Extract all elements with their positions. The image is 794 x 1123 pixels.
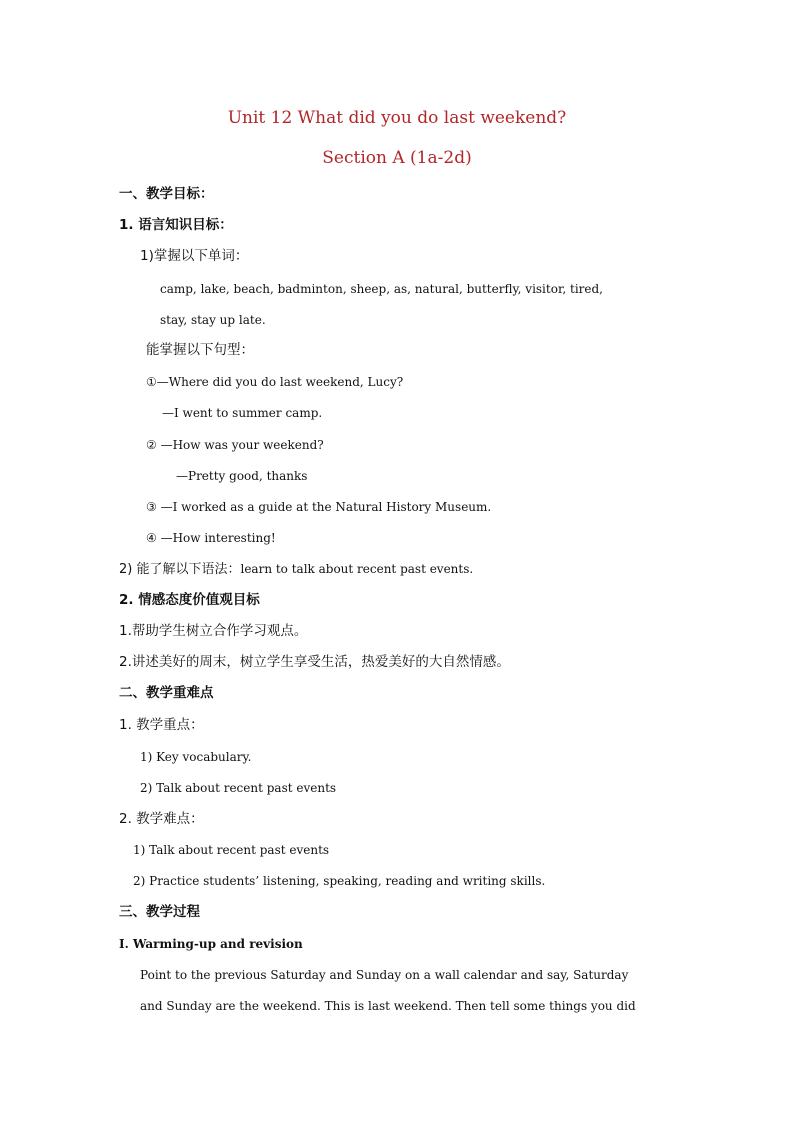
step1-line-2: and Sunday are the weekend. This is last weekend. Then tell some things you did (140, 999, 636, 1013)
section3-heading: 三、教学过程 (119, 904, 200, 920)
sentence-3: ③ —I worked as a guide at the Natural History Museum. (146, 500, 492, 514)
grammar-prefix: 2) 能了解以下语法： (119, 562, 241, 577)
section1-heading: 一、教学目标： (119, 186, 214, 202)
difficult-point-2: 2) Practice students’ listening, speaking, reading and writing skills. (133, 874, 546, 888)
key-points-heading: 1. 教学重点： (119, 717, 204, 733)
goal2-item-1: 1.帮助学生树立合作学习观点。 (119, 623, 308, 639)
sentence-4: ④ —How interesting! (146, 531, 276, 545)
words-line-1: camp, lake, beach, badminton, sheep, as, natural, butterfly, visitor, tired, (160, 282, 603, 296)
sentence-2-question: ② —How was your weekend? (146, 438, 324, 452)
step1-line-1: Point to the previous Saturday and Sunday on a wall calendar and say, Saturday (140, 968, 629, 982)
grammar-text: learn to talk about recent past events. (240, 562, 474, 576)
grammar-line (119, 563, 473, 576)
difficult-point-1: 1) Talk about recent past events (133, 843, 330, 857)
words-intro: 1)掌握以下单词： (140, 248, 249, 264)
step1-heading: Ⅰ. Warming-up and revision (119, 937, 303, 951)
goal1-heading: 1. 语言知识目标： (119, 217, 233, 233)
key-point-2: 2) Talk about recent past events (140, 781, 337, 795)
document-title: Unit 12 What did you do last weekend? (227, 108, 567, 128)
key-point-1: 1) Key vocabulary. (140, 750, 252, 764)
difficult-points-heading: 2. 教学难点： (119, 811, 204, 827)
words-line-2: stay, stay up late. (160, 313, 266, 327)
document-subtitle: Section A (1a-2d) (322, 148, 472, 168)
goal2-heading: 2. 情感态度价值观目标 (119, 592, 260, 608)
section2-heading: 二、教学重难点 (119, 685, 214, 701)
sentence-1-question: ①—Where did you do last weekend, Lucy? (146, 375, 404, 389)
sentence-1-answer: —I went to summer camp. (162, 406, 323, 420)
sentence-2-answer: —Pretty good, thanks (176, 469, 308, 483)
sentences-intro: 能掌握以下句型： (146, 342, 254, 358)
goal2-item-2: 2.讲述美好的周末，树立学生享受生活，热爱美好的大自然情感。 (119, 654, 510, 670)
